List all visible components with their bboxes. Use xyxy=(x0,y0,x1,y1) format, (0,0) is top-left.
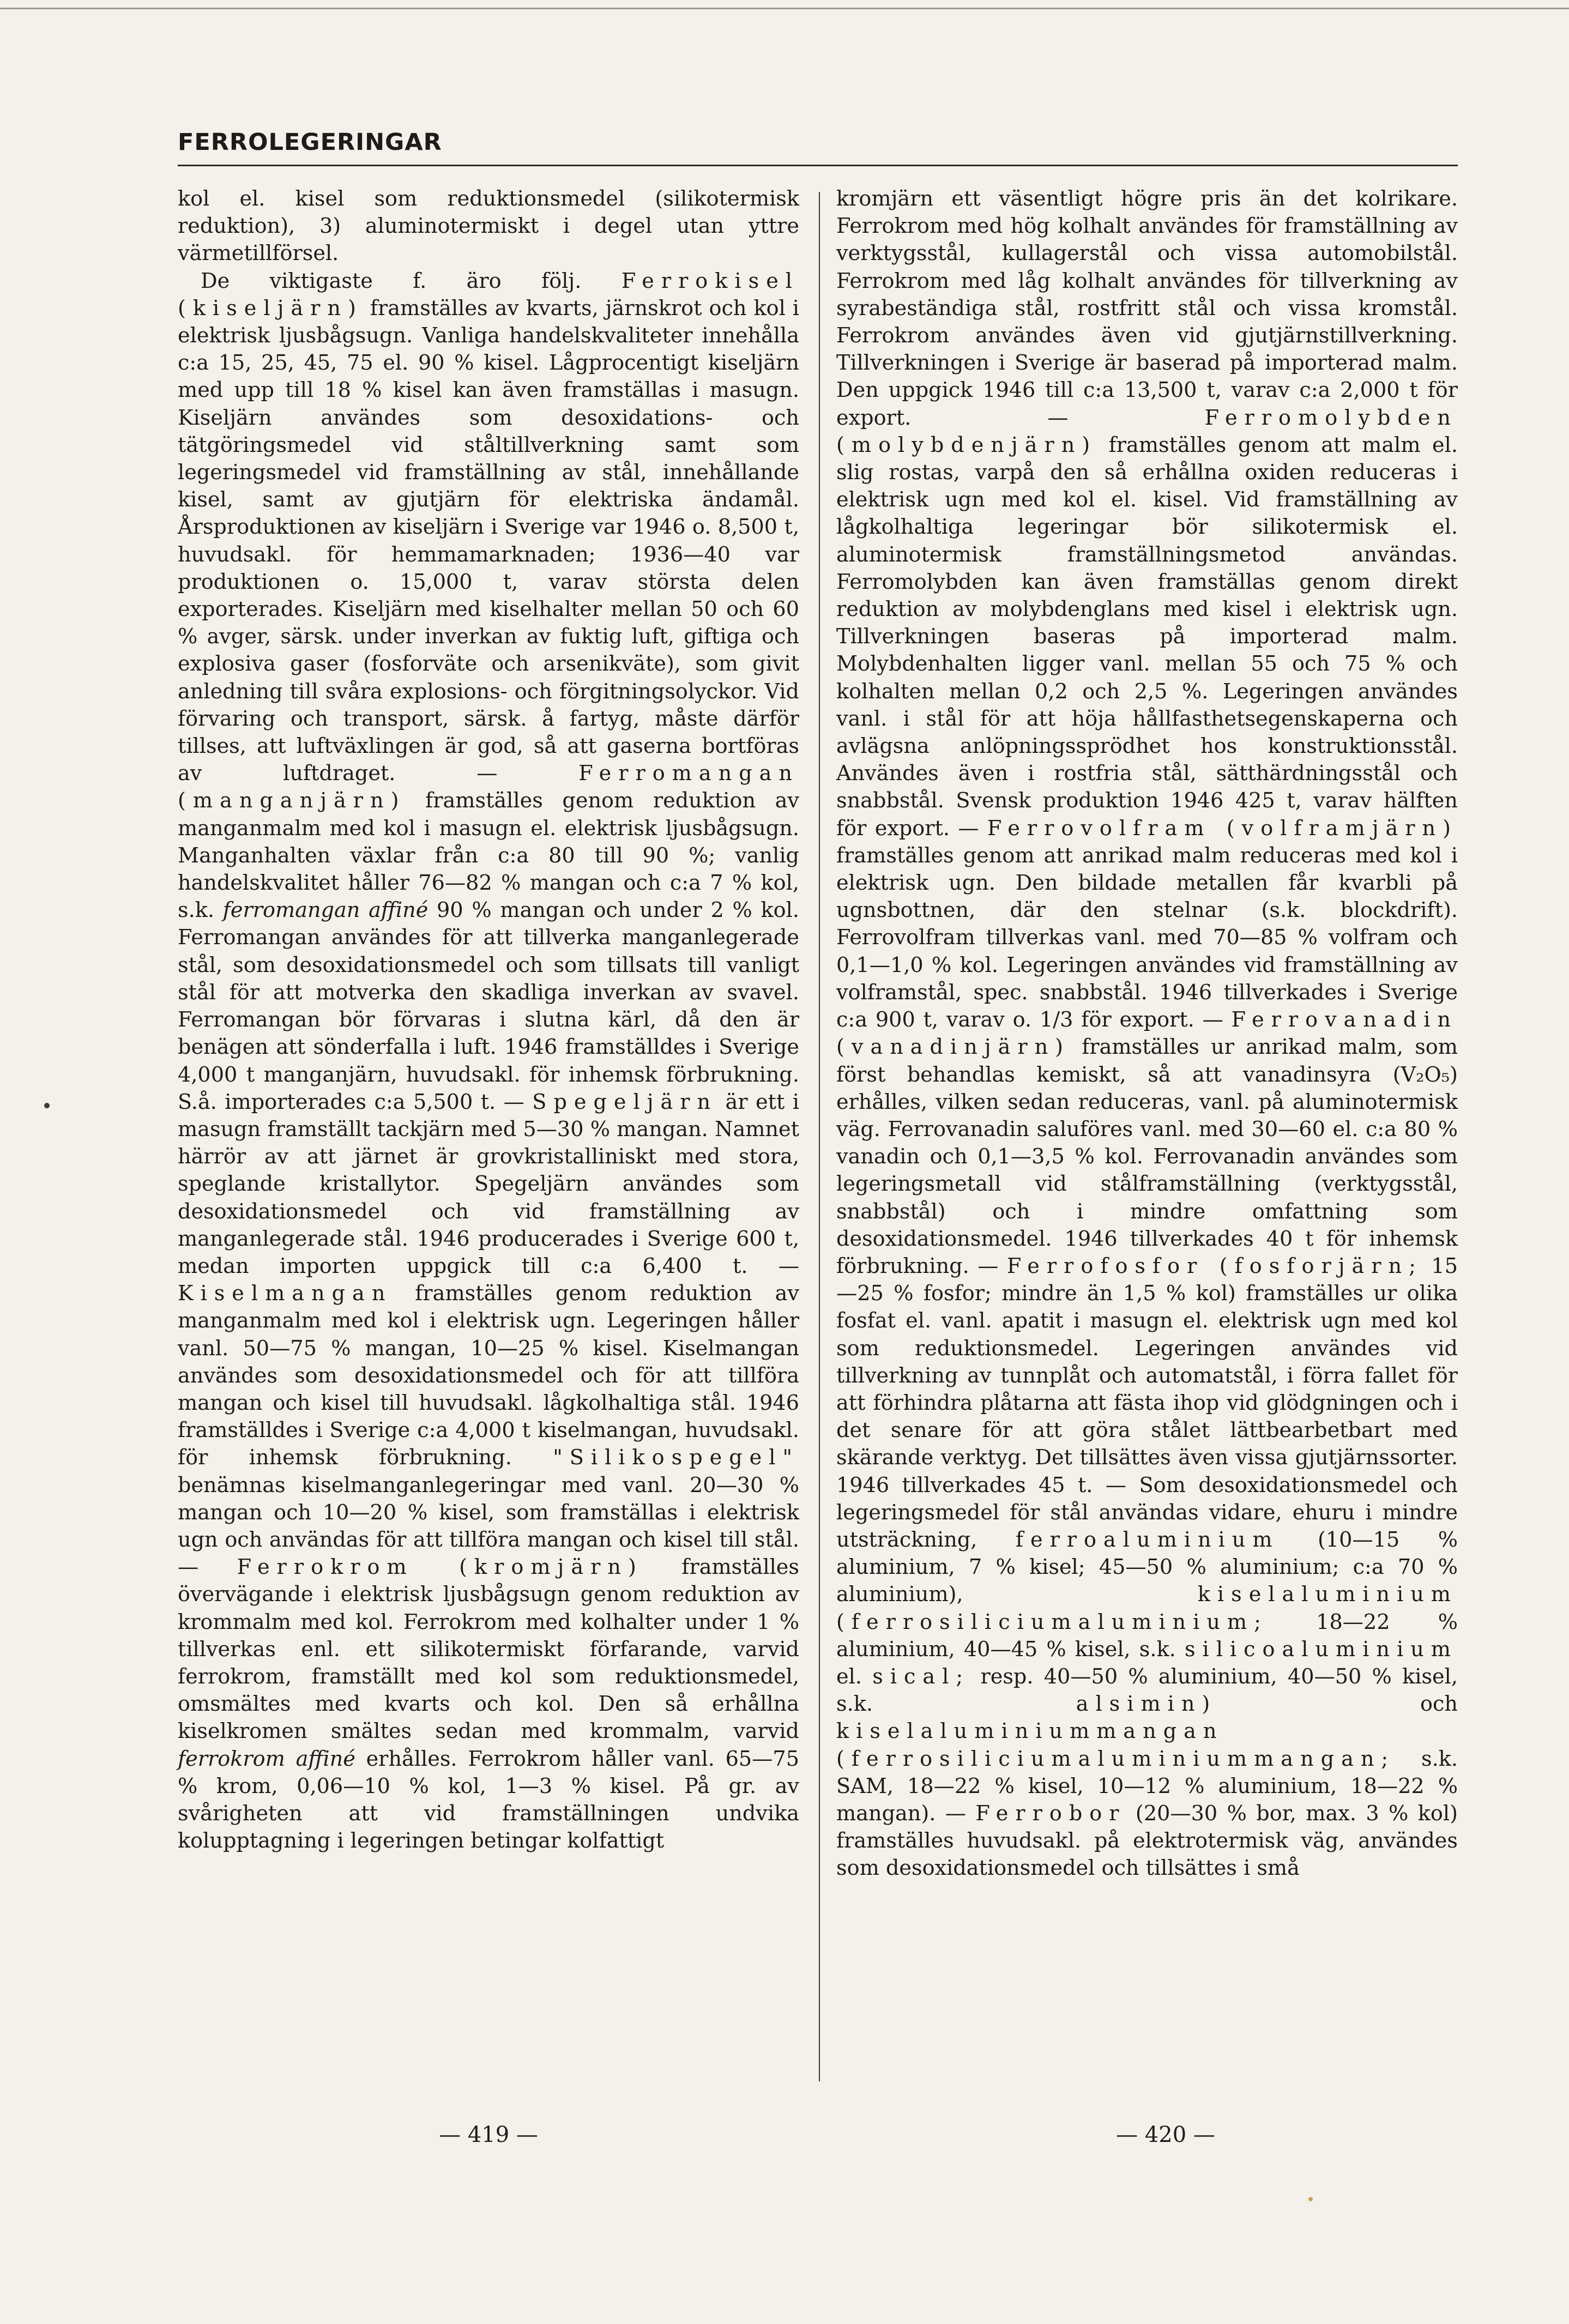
page-heading: FERROLEGERINGAR xyxy=(178,129,442,156)
term-ferromangan: Ferromangan (manganjärn) xyxy=(178,762,799,813)
term-ferrovolfram: Ferrovolfram (volframjärn) xyxy=(987,816,1458,841)
header-rule xyxy=(178,165,1458,166)
paragraph-main-right: kromjärn ett väsentligt högre pris än det kolrikare. Ferrokrom med hög kolhalt användes för framställning av verktygsstål, kullagerstål och vissa automobilstål. Ferrokrom med låg kolhalt användes för tillverkning av syrabeständiga stål, rostfritt stål och vissa kromstål. Ferrokrom användes även vid gjutjärnstillverkning. Tillverkningen i Sverige är baserad på importerad malm. Den uppgick 1946 till c:a 13,500 t, varav c:a 2,000 t för export. — Ferromolybden (molybdenjärn) framställes genom att malm el. slig rostas, varpå den så erhållna oxiden reduceras i elektrisk ugn med kol el. kisel. Vid framställning av lågkolhaltiga legeringar bör silikotermisk el. aluminotermisk framställningsmetod användas. Ferromolybden kan även framställas genom direkt reduktion av molybdenglans med kisel i elektrisk ugn. Tillverkningen baseras på importerad malm. Molybdenhalten ligger vanl. mellan 55 och 75 % och kolhalten mellan 0,2 och 2,5 %. Legeringen användes vanl. i stål för att höja hållfasthetsegenskaperna och avlägsna anlöpningssprödhet hos konstruktionsstål. Användes även i rostfria stål, sätthärdningsstål och snabbstål. Svensk produktion 1946 425 t, varav hälften för export. — Ferrovolfram (volframjärn) framställes genom att anrikad malm reduceras med kol i elektrisk ugn. Den bildade metallen får kvarbli på ugnsbottnen, där den stelnar (s.k. blockdrift). Ferrovolfram tillverkas vanl. med 70—85 % volfram och 0,1—1,0 % kol. Legeringen användes vid framställning av volframstål, spec. snabbstål. 1946 tillverkades i Sverige c:a 900 t, varav o. 1/3 för export. — Ferrovanadin (vanadinjärn) framställes ur anrikad malm, som först behandlas kemiskt, så att vanadinsyra (V₂O₅) erhålles, vilken sedan reduceras, vanl. på aluminotermisk väg. Ferrovanadin saluföres vanl. med 30—60 el. c:a 80 % vanadin och 0,1—3,5 % kol. Ferrovanadin användes som legeringsmetall vid stålframställning (verktygsstål, snabbstål) och i mindre omfattning som desoxidationsmedel. 1946 tillverkades 40 t för inhemsk förbrukning. — Ferrofosfor (fosforjärn; 15—25 % fosfor; mindre än 1,5 % kol) framställes ur olika fosfat el. vanl. apatit i masugn el. elektrisk ugn med kol som reduktionsmedel. Legeringen användes vid tillverkning av tunnplåt och automatstål, i förra fallet för att förhindra plåtarna att fästa ihop vid glödgningen och i det senare för att göra stålet lättbearbetbart med skärande verktyg. Det tillsättes även vissa gjutjärnssorter. 1946 tillverkades 45 t. — Som desoxidationsmedel och legeringsmedel för stål användas vidare, ehuru i mindre utsträckning, ferroaluminium (10—15 % aluminium, 7 % kisel; 45—50 % aluminium; c:a 70 % aluminium), kiselaluminium (ferrosiliciumaluminium; 18—22 % aluminium, 40—45 % kisel, s.k. silicoaluminium el. sical; resp. 40—50 % aluminium, 40—50 % kisel, s.k. alsimin) och kiselaluminiummangan (ferrosiliciumaluminiummangan; s.k. SAM, 18—22 % kisel, 10—12 % aluminium, 18—22 % mangan). — Ferrobor (20—30 % bor, max. 3 % kol) framställes huvudsakl. på elektrotermisk väg, användes som desoxidationsmedel och tillsättes i små xyxy=(836,187,1458,1881)
term-ferrovanadin: Ferrovanadin (vanadinjärn) xyxy=(836,1008,1458,1060)
term-alsimin: alsimin) xyxy=(1076,1692,1217,1717)
term-kiselmangan: Kiselmangan xyxy=(178,1282,393,1306)
speck-left-margin xyxy=(44,1103,50,1108)
paragraph-intro-tail: kol el. kisel som reduktionsmedel (silikotermisk reduktion), 3) aluminotermiskt i degel utan yttre värmetillförsel. xyxy=(178,187,799,266)
term-silikospegel: "Silikospegel" xyxy=(553,1446,799,1470)
term-silicoaluminium: silicoaluminium xyxy=(1184,1637,1458,1662)
term-ferrokrom-affine: ferrokrom affiné xyxy=(178,1747,355,1771)
term-ferrofosfor: Ferrofosfor (fosforjärn; xyxy=(1006,1254,1423,1278)
speck-bottom-right xyxy=(1308,2197,1313,2201)
term-sical: sical; xyxy=(872,1664,970,1689)
term-ferrokisel: Ferrokisel (kiseljärn) xyxy=(178,269,799,321)
right-column xyxy=(836,185,1458,1882)
term-spegeljarn: Spegeljärn xyxy=(532,1090,718,1114)
term-ferrokrom: Ferrokrom (kromjärn) xyxy=(237,1555,643,1580)
term-ferrobor: Ferrobor xyxy=(975,1801,1126,1826)
term-ferromolybden: Ferromolybden (molybdenjärn) xyxy=(836,406,1458,457)
page-number-left: — 419 — xyxy=(439,2122,538,2147)
scan-edge-line xyxy=(0,8,1569,9)
term-ferroaluminium: ferroaluminium xyxy=(1015,1528,1280,1552)
column-divider xyxy=(819,192,820,2081)
paragraph-main-left: De viktigaste f. äro följ. Ferrokisel (kiseljärn) framställes av kvarts, järnskrot och kol i elektrisk ljusbågsugn. Vanliga handelskvaliteter innehålla c:a 15, 25, 45, 75 el. 90 % kisel. Lågprocentigt kiseljärn med upp till 18 % kisel kan även framställas i masugn. Kiseljärn användes som desoxidations- och tätgöringsmedel vid ståltillverkning samt som legeringsmedel vid framställning av stål, innehållande kisel, samt av gjutjärn för elektriska ändamål. Årsproduktionen av kiseljärn i Sverige var 1946 o. 8,500 t, huvudsakl. för hemmamarknaden; 1936—40 var produktionen o. 15,000 t, varav största delen exporterades. Kiseljärn med kiselhalter mellan 50 och 60 % avger, särsk. under inverkan av fuktig luft, giftiga och explosiva gaser (fosforväte och arsenikväte), som givit anledning till svåra explosions- och förgitningsolyckor. Vid förvaring och transport, särsk. å fartyg, måste därför tillses, att luftväxlingen är god, så att gaserna bortföras av luftdraget. — Ferromangan (manganjärn) framställes genom reduktion av manganmalm med kol i masugn el. elektrisk ljusbågsugn. Manganhalten växlar från c:a 80 till 90 %; vanlig handelskvalitet håller 76—82 % mangan och c:a 7 % kol, s.k. ferromangan affiné 90 % mangan och under 2 % kol. Ferromangan användes för att tillverka manganlegerade stål, som desoxidationsmedel och som tillsats till vanligt stål för att motverka den skadliga inverkan av svavel. Ferromangan bör förvaras i slutna kärl, då den är benägen att sönderfalla i luft. 1946 framställdes i Sverige 4,000 t manganjärn, huvudsakl. för inhemsk förbrukning. S.å. importerades c:a 5,500 t. — Spegeljärn är ett i masugn framställt tackjärn med 5—30 % mangan. Namnet härrör av att järnet är grovkristalliniskt med stora, speglande kristallytor. Spegeljärn användes som desoxidationsmedel och vid framställning av manganlegerade stål. 1946 producerades i Sverige 600 t, medan importen uppgick till c:a 6,400 t. — Kiselmangan framställes genom reduktion av manganmalm med kol i elektrisk ugn. Legeringen håller vanl. 50—75 % mangan, 10—25 % kisel. Kiselmangan användes som desoxidationsmedel och för att tillföra mangan och kisel till huvudsakl. lågkolhaltiga stål. 1946 framställdes i Sverige c:a 4,000 t kiselmangan, huvudsakl. för inhemsk förbrukning. "Silikospegel" benämnas kiselmanganlegeringar med vanl. 20—30 % mangan och 10—20 % kisel, som framställas i elektrisk ugn och användas för att tillföra mangan och kisel till stål. — Ferrokrom (kromjärn) framställes övervägande i elektrisk ljusbågsugn genom reduktion av krommalm med kol. Ferrokrom med kolhalter under 1 % tillverkas enl. ett silikotermiskt förfarande, varvid ferrokrom, framställt med kol som reduktionsmedel, omsmältes med kvarts och kol. Den så erhållna kiselkromen smältes sedan med krommalm, varvid ferrokrom affiné erhålles. Ferrokrom håller vanl. 65—75 % krom, 0,06—10 % kol, 1—3 % kisel. På gr. av svårigheten att vid framställningen undvika kolupptagning i legeringen betingar kolfattigt xyxy=(178,269,800,1854)
term-ferromangan-affine: ferromangan affiné xyxy=(222,898,429,923)
page-number-right: — 420 — xyxy=(1116,2122,1215,2147)
term-kiselaluminium: kiselaluminium (ferrosiliciumaluminium; xyxy=(836,1583,1458,1634)
term-kiselaluminiummangan: kiselaluminiummangan (ferrosiliciumaluminiummangan; xyxy=(836,1719,1396,1771)
left-column xyxy=(178,185,799,1855)
